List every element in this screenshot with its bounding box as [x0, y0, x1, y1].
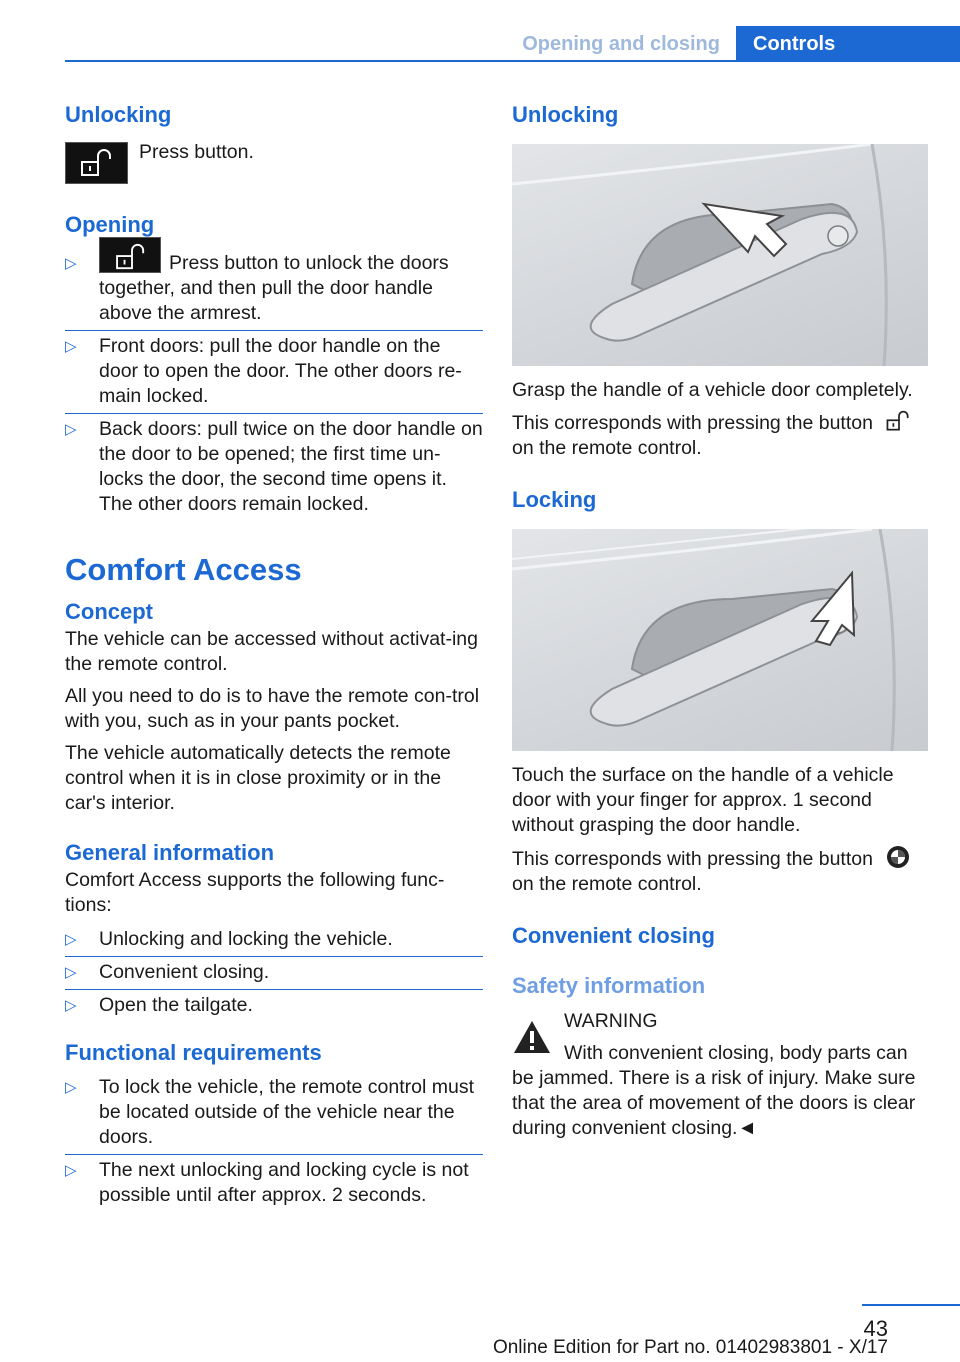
bmw-logo-icon	[886, 845, 910, 869]
page-number: 43	[863, 1316, 888, 1341]
triangle-bullet-icon: ▷	[65, 338, 77, 355]
triangle-bullet-icon: ▷	[65, 931, 77, 948]
list-item	[65, 1154, 483, 1212]
triangle-bullet-icon: ▷	[65, 964, 77, 981]
triangle-bullet-icon: ▷	[65, 997, 77, 1014]
unlocking-heading: Unlocking	[65, 102, 172, 127]
unlocking-heading-right: Unlocking	[512, 102, 619, 127]
chapter-tab[interactable]: Controls	[736, 26, 960, 62]
locking-corresponds-end: on the remote control.	[512, 873, 702, 895]
concept-paragraph: The vehicle can be accessed without activat-ing the remote control.	[65, 628, 478, 675]
triangle-bullet-icon: ▷	[65, 421, 77, 438]
convenient-closing-heading: Convenient closing	[512, 923, 715, 948]
warning-text: be jammed. There is a risk of injury. Make sure that the area of movement of the doors is clear during convenient closing.◄	[512, 1067, 916, 1139]
locking-heading: Locking	[512, 487, 597, 512]
door-handle-grasp-photo	[512, 144, 928, 366]
list-item	[65, 413, 483, 521]
unlock-button-icon	[65, 142, 128, 184]
opening-item-2: Front doors: pull the door handle on the door to open the door. The other doors re-main locked.	[99, 335, 462, 407]
warning-label: WARNING	[564, 1010, 658, 1032]
general-info-text: Comfort Access supports the following func-tions:	[65, 869, 445, 916]
general-item-2: Convenient closing.	[99, 961, 270, 983]
opening-heading: Opening	[65, 212, 155, 237]
general-info-heading: General information	[65, 840, 275, 865]
list-item	[65, 924, 483, 956]
functional-item-2: The next unlocking and locking cycle is not possible until after approx. 2 seconds.	[99, 1159, 469, 1206]
concept-paragraph: The vehicle automatically detects the remote control when it is in close proximity or in the car's interior.	[65, 742, 451, 814]
section-tab[interactable]: Opening and closing	[522, 33, 720, 55]
locking-corresponds	[512, 845, 932, 897]
list-item	[65, 956, 483, 989]
general-item-1: Unlocking and locking the vehicle.	[99, 928, 393, 950]
list-item	[65, 248, 483, 330]
functional-requirements-heading: Functional requirements	[65, 1040, 322, 1065]
locking-corresponds-text: This corresponds with pressing the button	[512, 848, 873, 870]
unlocking-row	[65, 142, 483, 184]
unlocking-corresponds-end: on the remote control.	[512, 437, 702, 459]
functional-list	[65, 1072, 483, 1212]
list-item	[65, 330, 483, 413]
triangle-bullet-icon: ▷	[65, 1162, 77, 1179]
list-item	[65, 1072, 483, 1154]
unlocking-caption: Grasp the handle of a vehicle door completely.	[512, 379, 913, 401]
general-item-3: Open the tailgate.	[99, 994, 253, 1016]
door-handle-touch-photo	[512, 529, 928, 751]
unlock-button-icon	[99, 237, 161, 273]
locking-caption: Touch the surface on the handle of a vehicle door with your finger for approx. 1 second without grasping the door handle.	[512, 764, 894, 836]
header-rule	[65, 60, 960, 62]
right-column	[512, 100, 932, 1141]
concept-paragraph: All you need to do is to have the remote con-trol with you, such as in your pants pocket.	[65, 685, 480, 732]
warning-first-line: With convenient closing, body parts can	[564, 1042, 908, 1064]
edition-line: Online Edition for Part no. 01402983801 - X/17	[492, 1337, 888, 1358]
concept-heading: Concept	[65, 599, 153, 624]
unlock-icon	[886, 410, 912, 432]
list-item	[65, 989, 483, 1022]
safety-information-heading: Safety information	[512, 973, 706, 998]
unlocking-corresponds-text: This corresponds with pressing the button	[512, 412, 873, 434]
comfort-access-heading: Comfort Access	[65, 552, 302, 587]
warning-block	[512, 1009, 932, 1066]
unlocking-corresponds	[512, 410, 932, 461]
opening-item-1: Press button to unlock the doors together, and then pull the door handle above the armrest.	[99, 252, 449, 324]
triangle-bullet-icon: ▷	[65, 1079, 77, 1096]
opening-list	[65, 248, 483, 521]
general-list	[65, 924, 483, 1022]
functional-item-1: To lock the vehicle, the remote control must be located outside of the vehicle near the doors.	[99, 1076, 475, 1148]
left-column	[65, 100, 483, 1212]
warning-triangle-icon	[512, 1019, 552, 1055]
unlocking-text: Press button.	[139, 141, 254, 163]
footer-rule	[862, 1304, 960, 1306]
opening-item-3: Back doors: pull twice on the door handle on the door to be opened; the first time un-locks the door, the second time opens it. The other doors remain locked.	[99, 418, 483, 515]
triangle-bullet-icon: ▷	[65, 255, 77, 272]
